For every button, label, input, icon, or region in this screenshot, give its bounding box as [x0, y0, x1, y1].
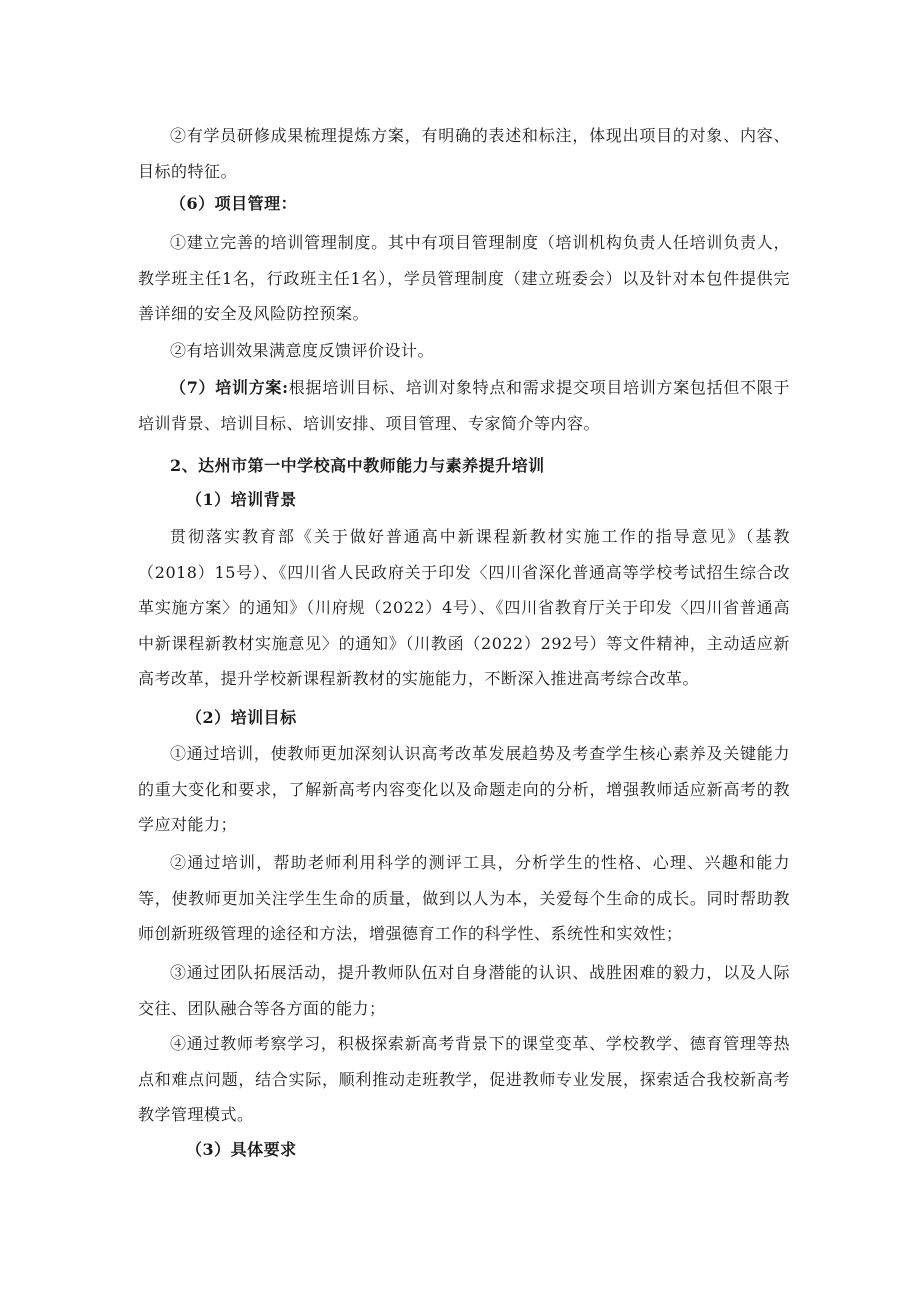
- training-plan-text: 根据培训目标、培训对象特点和需求提交项目培训方案包括但不限于培训背景、培训目标、培训安排、项目管理、专家简介等内容。: [138, 378, 790, 433]
- paragraph-management-system: ①建立完善的培训管理制度。其中有项目管理制度（培训机构负责人任培训负责人，教学班主任1名，行政班主任1名），学员管理制度（建立班委会）以及针对本包件提供完善详细的安全及风险防控预案。: [138, 233, 790, 323]
- paragraph-background: 贯彻落实教育部《关于做好普通高中新课程新教材实施工作的指导意见》（基教（2018）15号）、《四川省人民政府关于印发〈四川省深化普通高等学校考试招生综合改革实施方案〉的通知》（川府规（2022）4号）、《四川省教育厅关于印发〈四川省普通高中新课程新教材实施意见〉的通知》（川教函（2022）292号）等文件精神，主动适应新高考改革，提升学校新课程新教材的实施能力，不断深入推进高考综合改革。: [138, 527, 790, 688]
- heading-training-background: （1）培训背景: [186, 490, 297, 509]
- heading-specific-requirements: （3）具体要求: [186, 1140, 297, 1159]
- paragraph-training-plan: [138, 370, 790, 441]
- heading-section-2: 2、达州市第一中学校高中教师能力与素养提升培训: [170, 456, 545, 475]
- paragraph-goal-2: ②通过培训，帮助老师利用科学的测评工具，分析学生的性格、心理、兴趣和能力等，使教师更加关注学生生命的质量，做到以人为本，关爱每个生命的成长。同时帮助教师创新班级管理的途径和方法，增强德育工作的科学性、系统性和实效性；: [138, 853, 790, 943]
- heading-training-goals: （2）培训目标: [186, 708, 297, 727]
- paragraph-outcome-plan: ②有学员研修成果梳理提炼方案，有明确的表述和标注，体现出项目的对象、内容、目标的特征。: [138, 126, 790, 181]
- paragraph-goal-1: ①通过培训，使教师更加深刻认识高考改革发展趋势及考查学生核心素养及关键能力的重大变化和要求，了解新高考内容变化以及命题走向的分析，增强教师适应新高考的教学应对能力；: [138, 744, 790, 834]
- paragraph-satisfaction-feedback: ②有培训效果满意度反馈评价设计。: [170, 341, 435, 360]
- training-plan-label: （7）培训方案:: [170, 378, 289, 397]
- paragraph-goal-3: ③通过团队拓展活动，提升教师队伍对自身潜能的认识、战胜困难的毅力，以及人际交往、团队融合等各方面的能力；: [138, 963, 790, 1018]
- heading-project-management: （6）项目管理：: [170, 194, 298, 213]
- paragraph-goal-4: ④通过教师考察学习，积极探索新高考背景下的课堂变革、学校教学、德育管理等热点和难点问题，结合实际，顺利推动走班教学，促进教师专业发展，探索适合我校新高考教学管理模式。: [138, 1034, 790, 1124]
